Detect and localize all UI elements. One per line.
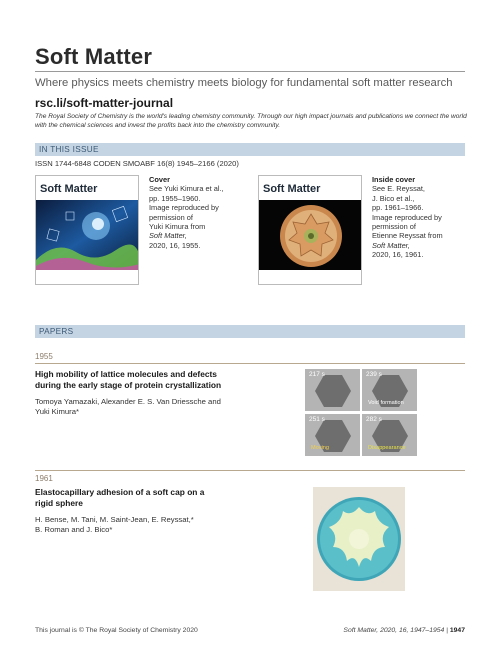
paper-authors: Tomoya Yamazaki, Alexander E. S. Van Driessche and Yuki Kimura* (35, 397, 221, 416)
copyright-footer: This journal is © The Royal Society of Chemistry 2020 (35, 627, 198, 634)
paper-divider (35, 363, 465, 364)
cover-footer (36, 270, 138, 284)
page-number: 1947 (449, 627, 465, 634)
paper-title-link[interactable]: Elastocapillary adhesion of a soft cap on a rigid sphere (35, 487, 205, 508)
in-this-issue-bar (35, 143, 465, 156)
soft-cap-photo (313, 487, 405, 591)
paper-divider (35, 470, 465, 471)
header-rule (35, 71, 465, 72)
cover-caption: Cover See Yuki Kimura et al., pp. 1955–1960. Image reproduced by permission of Yuki Kimura from Soft Matter, 2020, 16, 1955. (149, 175, 224, 250)
micrograph-panel: 239 s Void formation (362, 369, 417, 411)
paper-title-link[interactable]: High mobility of lattice molecules and defects during the early stage of protein crystallization (35, 369, 222, 390)
micrograph-panel: 282 s Disappearance (362, 414, 417, 456)
journal-url-link[interactable]: rsc.li/soft-matter-journal (35, 96, 174, 110)
in-this-issue-heading: IN THIS ISSUE (39, 145, 99, 154)
inside-cover-masthead: Soft Matter (259, 176, 361, 200)
inside-cover-image[interactable] (258, 175, 362, 285)
journal-blurb: The Royal Society of Chemistry is the world's leading chemistry community. Through our high impact journals and publications we connect the world with the chemical sciences and invest the profits back into the chemistry community. (35, 113, 467, 129)
cover-masthead: Soft Matter (36, 176, 138, 200)
inside-cover-footer (259, 270, 361, 284)
micrograph-panel: 217 s (305, 369, 360, 411)
issn-line: ISSN 1744-6848 CODEN SMOABF 16(8) 1945–2166 (2020) (35, 159, 239, 168)
paper-page-number: 1955 (35, 352, 53, 361)
cover-image[interactable] (35, 175, 139, 285)
cover-artwork (36, 200, 138, 270)
paper-page-number: 1961 (35, 474, 53, 483)
inside-cover-caption: Inside cover See E. Reyssat, J. Bico et al., pp. 1961–1966. Image reproduced by permission of Etienne Reyssat from Soft Matter, 2020, 16, 1961. (372, 175, 443, 260)
papers-heading: PAPERS (39, 327, 74, 336)
paper-authors: H. Bense, M. Tani, M. Saint-Jean, E. Reyssat,* B. Roman and J. Bico* (35, 515, 194, 534)
journal-tagline: Where physics meets chemistry meets biology for fundamental soft matter research (35, 77, 453, 89)
micrograph-panel: 251 s Moving (305, 414, 360, 456)
citation-footer: Soft Matter, 2020, 16, 1947–1954 | 1947 (343, 627, 465, 634)
journal-title: Soft Matter (35, 44, 153, 69)
papers-bar (35, 325, 465, 338)
inside-cover-artwork (259, 200, 361, 270)
